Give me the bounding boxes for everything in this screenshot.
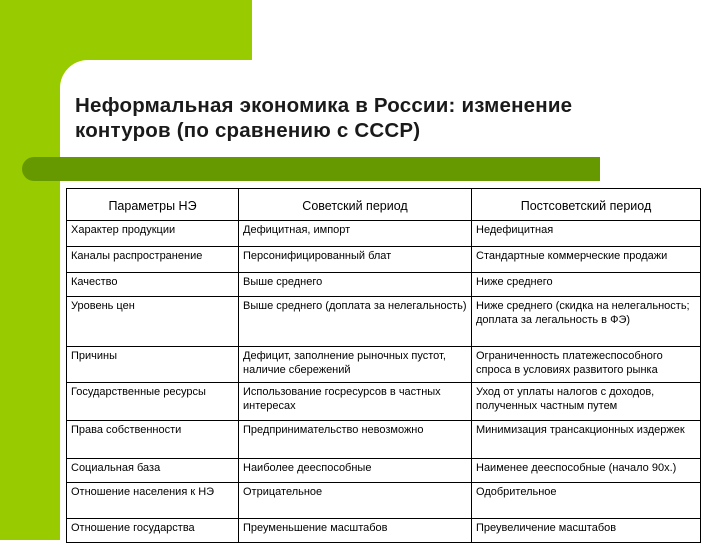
- row-postsoviet-value: Недефицитная: [472, 221, 701, 247]
- table-row: [67, 247, 701, 273]
- row-postsoviet-value: Преувеличение масштабов: [472, 519, 701, 543]
- row-parameter: Качество: [67, 273, 239, 297]
- row-soviet-value: Предпринимательство невозможно: [239, 421, 472, 459]
- header-postsoviet: Постсоветский период: [472, 189, 701, 221]
- table-row: [67, 383, 701, 421]
- title-line-2: контуров (по сравнению с СССР): [75, 119, 421, 142]
- table-row: [67, 519, 701, 543]
- row-parameter: Каналы распространение: [67, 247, 239, 273]
- table-row: [67, 221, 701, 247]
- header-parameters: Параметры НЭ: [67, 189, 239, 221]
- title-line-1: Неформальная экономика в России: изменение: [75, 94, 573, 117]
- table-row: [67, 459, 701, 483]
- row-soviet-value: Дефицитная, импорт: [239, 221, 472, 247]
- row-parameter: Права собственности: [67, 421, 239, 459]
- row-soviet-value: Персонифицированный блат: [239, 247, 472, 273]
- row-soviet-value: Использование госресурсов в частных интересах: [239, 383, 472, 421]
- comparison-table: [66, 188, 701, 543]
- row-soviet-value: Преуменьшение масштабов: [239, 519, 472, 543]
- row-postsoviet-value: Минимизация трансакционных издержек: [472, 421, 701, 459]
- row-postsoviet-value: Ограниченность платежеспособного спроса в условиях развитого рынка: [472, 347, 701, 383]
- table-row: [67, 297, 701, 347]
- table-header-row: [67, 189, 701, 221]
- table-row: [67, 483, 701, 519]
- row-postsoviet-value: Стандартные коммерческие продажи: [472, 247, 701, 273]
- row-soviet-value: Дефицит, заполнение рыночных пустот, наличие сбережений: [239, 347, 472, 383]
- row-parameter: Характер продукции: [67, 221, 239, 247]
- title-divider-bar: [22, 157, 600, 181]
- table-row: [67, 273, 701, 297]
- row-soviet-value: Наиболее дееспособные: [239, 459, 472, 483]
- row-soviet-value: Выше среднего (доплата за нелегальность): [239, 297, 472, 347]
- row-parameter: Причины: [67, 347, 239, 383]
- row-postsoviet-value: Ниже среднего: [472, 273, 701, 297]
- row-postsoviet-value: Уход от уплаты налогов с доходов, полученных частным путем: [472, 383, 701, 421]
- row-parameter: Уровень цен: [67, 297, 239, 347]
- row-postsoviet-value: Одобрительное: [472, 483, 701, 519]
- row-parameter: Государственные ресурсы: [67, 383, 239, 421]
- slide-title: [75, 93, 695, 143]
- row-postsoviet-value: Ниже среднего (скидка на нелегальность; доплата за легальность в ФЭ): [472, 297, 701, 347]
- table-row: [67, 347, 701, 383]
- row-postsoviet-value: Наименее дееспособные (начало 90х.): [472, 459, 701, 483]
- table-row: [67, 421, 701, 459]
- header-soviet: Советский период: [239, 189, 472, 221]
- row-parameter: Социальная база: [67, 459, 239, 483]
- row-parameter: Отношение населения к НЭ: [67, 483, 239, 519]
- row-parameter: Отношение государства: [67, 519, 239, 543]
- row-soviet-value: Выше среднего: [239, 273, 472, 297]
- row-soviet-value: Отрицательное: [239, 483, 472, 519]
- decor-green-side: [0, 0, 60, 540]
